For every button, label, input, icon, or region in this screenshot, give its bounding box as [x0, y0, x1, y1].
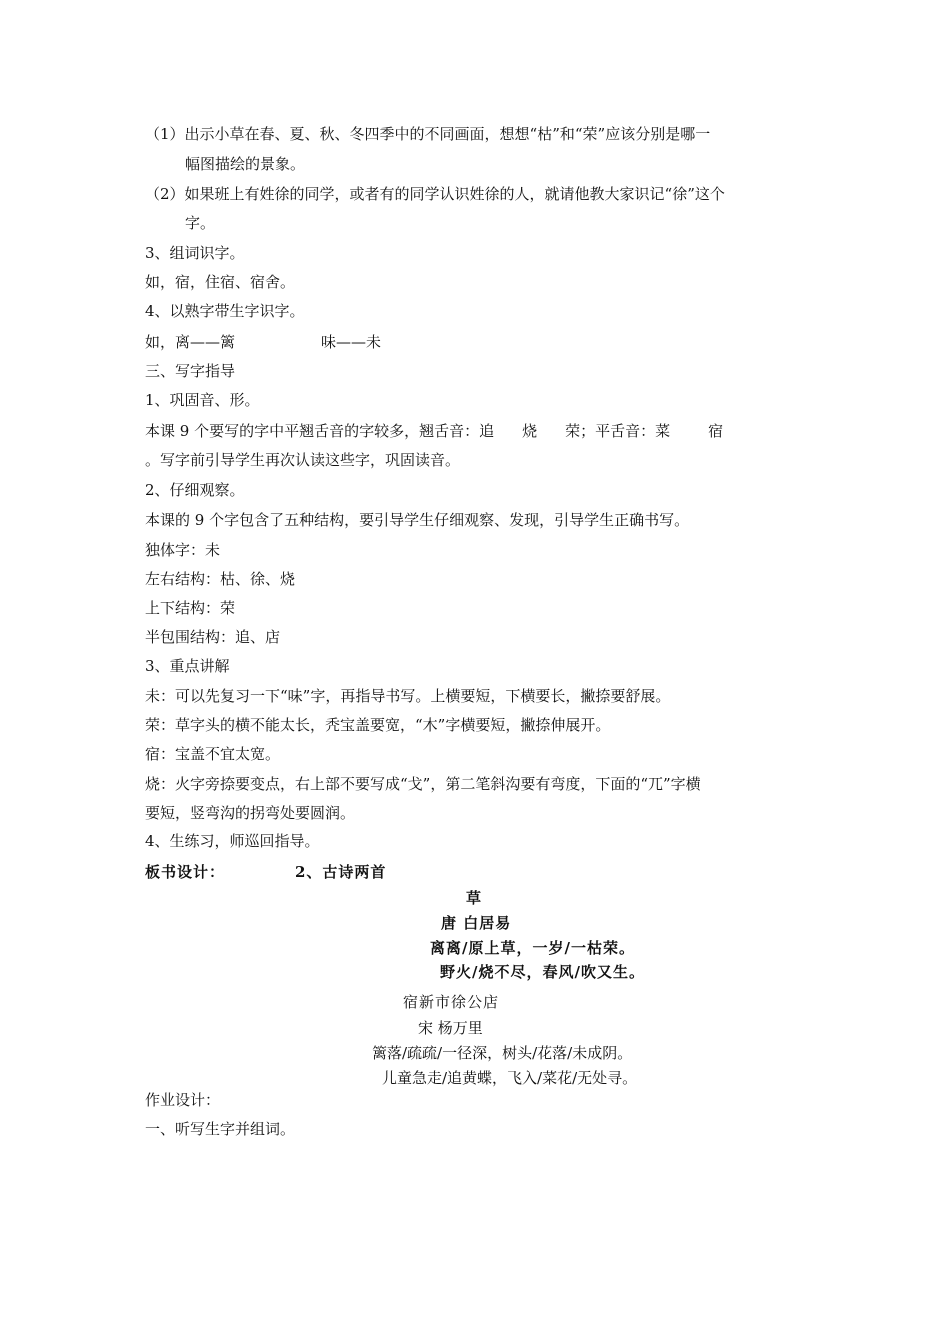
- item-1-line-2: 幅图描绘的景象。: [185, 155, 306, 173]
- section-4-title: 4、以熟字带生字识字。: [145, 302, 305, 320]
- text-segment: 本课 9 个要写的字中平翘舌音的字较多，翘舌音：追: [145, 422, 495, 440]
- part-3-heading: 三、写字指导: [145, 362, 236, 380]
- board-design-label: 板书设计：: [145, 863, 226, 881]
- section-3-example: 如，宿，住宿、宿舍。: [145, 273, 296, 291]
- poem-2-line-1: 篱落/疏疏/一径深，树头/花落/未成阴。: [372, 1044, 633, 1062]
- structure-2: 左右结构：枯、徐、烧: [145, 570, 296, 588]
- example-b: 味——未: [321, 333, 382, 351]
- subsection-1-text: [145, 421, 723, 441]
- homework-item-1: 一、听写生字并组词。: [145, 1120, 296, 1138]
- text-segment: 荣；平舌音：菜: [565, 422, 671, 440]
- poem-1-line-1: 离离/原上草，一岁/一枯荣。: [430, 939, 635, 957]
- structure-1: 独体字：未: [145, 541, 221, 559]
- example-a: 如，离——篱: [145, 333, 236, 351]
- item-1-line-1: （1）出示小草在春、夏、秋、冬四季中的不同画面，想想“枯”和“荣”应该分别是哪一: [145, 125, 711, 143]
- poem-2-line-2: 儿童急走/追黄蝶，飞入/菜花/无处寻。: [382, 1069, 638, 1087]
- poem-1-title: 草: [466, 889, 483, 907]
- item-2-line-2: 字。: [185, 214, 216, 232]
- key-point-4-line-2: 要短，竖弯沟的拐弯处要圆润。: [145, 804, 356, 822]
- key-point-3: 宿：宝盖不宜太宽。: [145, 745, 281, 763]
- text-segment: 烧: [522, 422, 538, 440]
- board-design-title: 2、古诗两首: [295, 863, 387, 881]
- subsection-1-text-cont: 。写字前引导学生再次认读这些字，巩固读音。: [145, 451, 461, 469]
- subsection-3-title: 3、重点讲解: [145, 657, 230, 675]
- subsection-2-text: 本课的 9 个字包含了五种结构，要引导学生仔细观察、发现，引导学生正确书写。: [145, 511, 690, 529]
- section-3-title: 3、组词识字。: [145, 244, 245, 262]
- poem-2-title: 宿新市徐公店: [403, 993, 500, 1011]
- key-point-4-line-1: 烧：火字旁捺要变点，右上部不要写成“戈”，第二笔斜沟要有弯度，下面的“兀”字横: [145, 775, 701, 793]
- text-segment: 宿: [708, 422, 724, 440]
- subsection-1-title: 1、巩固音、形。: [145, 391, 260, 409]
- poem-1-author: 唐 白居易: [441, 914, 512, 932]
- poem-1-line-2: 野火/烧不尽，春风/吹又生。: [440, 963, 645, 981]
- homework-label: 作业设计：: [145, 1091, 221, 1109]
- poem-2-author: 宋 杨万里: [418, 1019, 483, 1037]
- structure-4: 半包围结构：追、店: [145, 628, 281, 646]
- item-2-line-1: （2）如果班上有姓徐的同学，或者有的同学认识姓徐的人，就请他教大家识记“徐”这个: [145, 185, 725, 203]
- key-point-1: 未：可以先复习一下“味”字，再指导书写。上横要短，下横要长，撇捺要舒展。: [145, 687, 671, 705]
- structure-3: 上下结构：荣: [145, 599, 236, 617]
- subsection-4-title: 4、生练习，师巡回指导。: [145, 832, 320, 850]
- key-point-2: 荣：草字头的横不能太长，秃宝盖要宽，“木”字横要短，撇捺伸展开。: [145, 716, 611, 734]
- subsection-2-title: 2、仔细观察。: [145, 481, 245, 499]
- section-4-example: [145, 332, 381, 352]
